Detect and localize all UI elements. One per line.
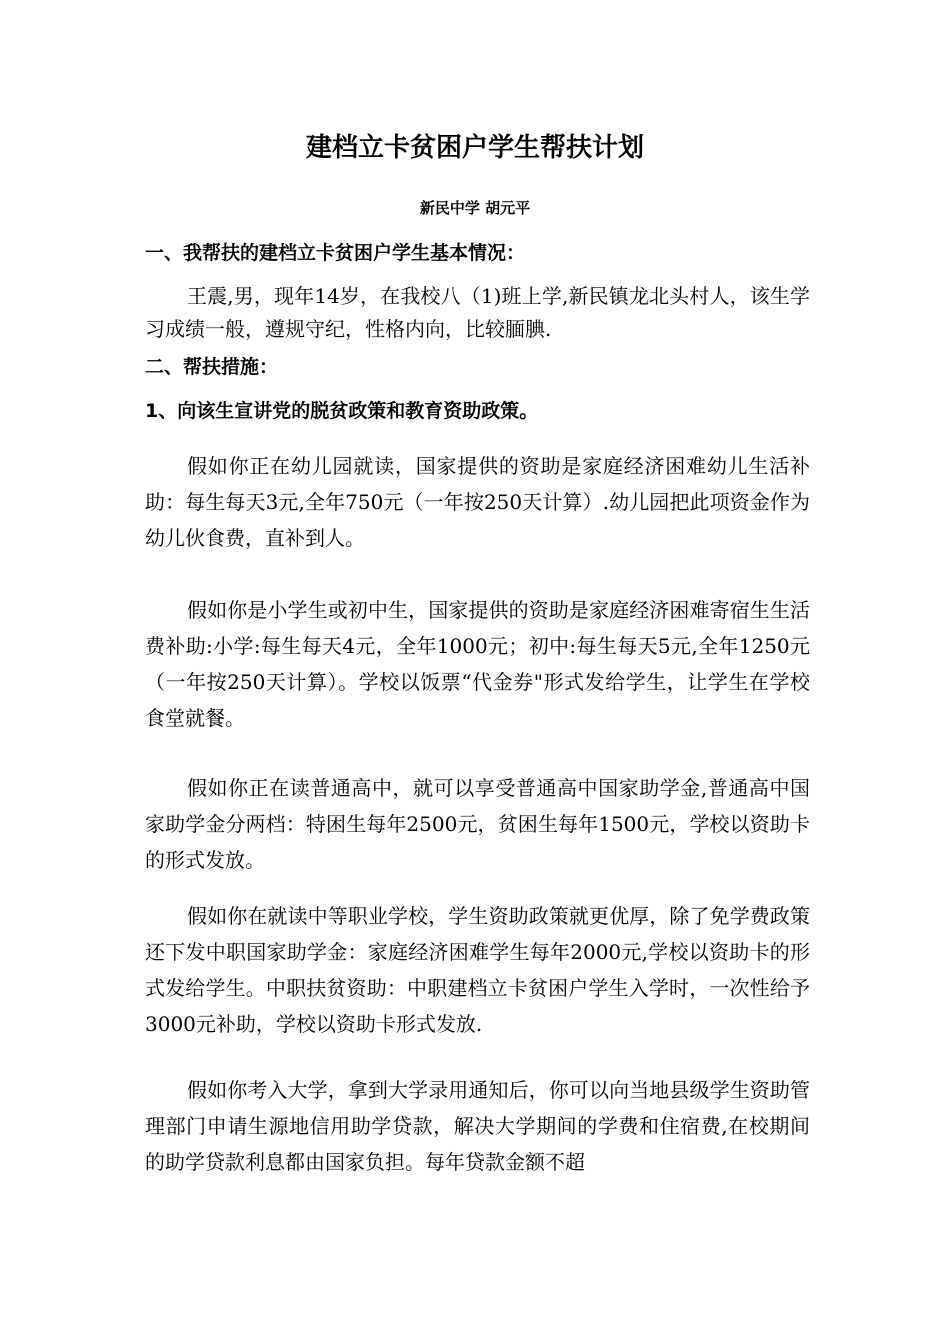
paragraph-student-info: 王震,男，现年14岁，在我校八（1)班上学,新民镇龙北头村人，该生学习成绩一般，遵规守纪，性格内向，比较腼腆.: [145, 284, 810, 341]
section-heading-basic-info: 一、我帮扶的建档立卡贫困户学生基本情况：: [145, 242, 526, 264]
document-author: 新民中学 胡元平: [419, 199, 531, 217]
paragraph-kindergarten: 假如你正在幼儿园就读，国家提供的资助是家庭经济困难幼儿生活补助：每生每天3元,全年750元（一年按250天计算）.幼儿园把此项资金作为幼儿伙食费，直补到人。: [145, 454, 810, 550]
paragraph-senior-high: 假如你正在读普通高中，就可以享受普通高中国家助学金,普通高中国家助学金分两档：特困生每年2500元，贫困生每年1500元，学校以资助卡的形式发放。: [145, 776, 810, 872]
paragraph-primary-junior: 假如你是小学生或初中生，国家提供的资助是家庭经济困难寄宿生生活费补助:小学:每生每天4元，全年1000元；初中:每生每天5元,全年1250元（一年按250天计算）。学校以饭票“代金券"形式发给学生，让学生在学校食堂就餐。: [145, 598, 810, 730]
measure-heading-1: 1、向该生宣讲党的脱贫政策和教育资助政策。: [145, 400, 539, 422]
paragraph-university: 假如你考入大学，拿到大学录用通知后，你可以向当地县级学生资助管理部门申请生源地信用助学贷款，解决大学期间的学费和住宿费,在校期间的助学贷款利息都由国家负担。每年贷款金额不超: [145, 1078, 810, 1174]
paragraph-vocational: 假如你在就读中等职业学校，学生资助政策就更优厚，除了免学费政策还下发中职国家助学金：家庭经济困难学生每年2000元,学校以资助卡的形式发给学生。中职扶贫资助：中职建档立卡贫困户学生入学时，一次性给予3000元补助，学校以资助卡形式发放.: [145, 904, 810, 1036]
section-heading-measures: 二、帮扶措施：: [145, 356, 279, 378]
document-title: 建档立卡贫困户学生帮扶计划: [305, 133, 644, 163]
